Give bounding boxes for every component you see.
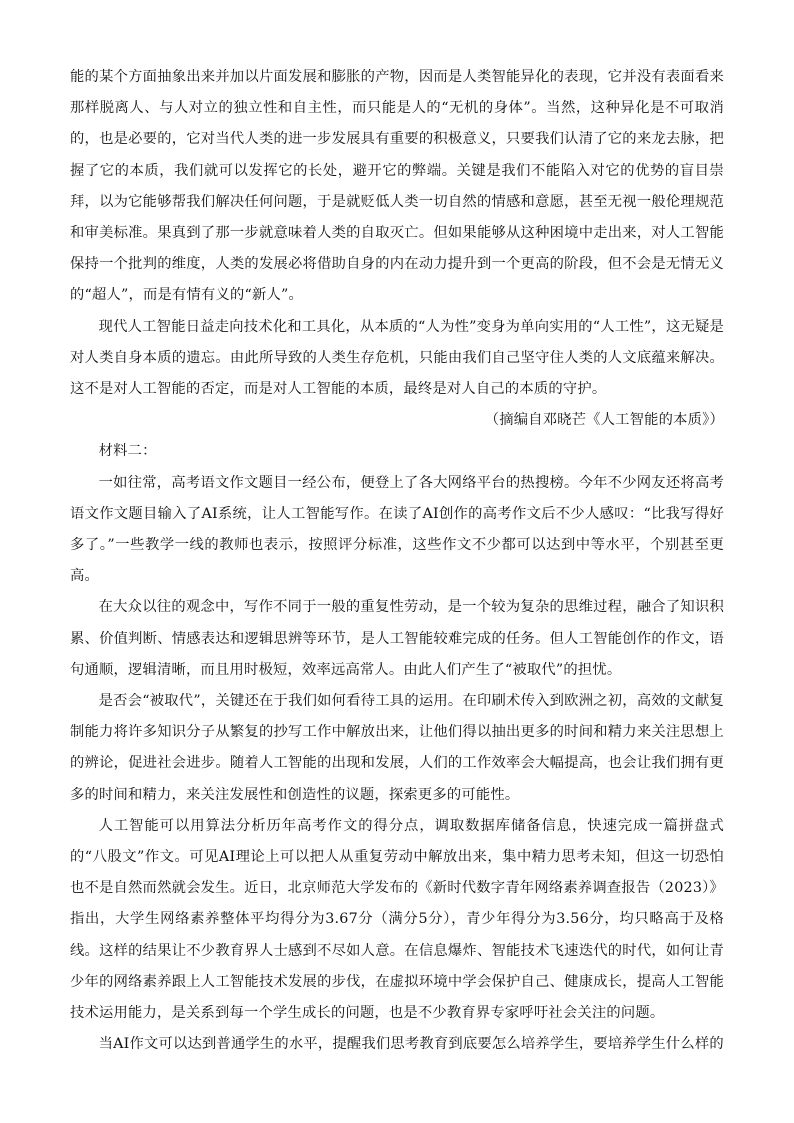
document-page [70,62,724,1061]
source-citation: （摘编自邓晓芒《人工智能的本质》） [484,412,724,429]
paragraph-ai-essence: 现代人工智能日益走向技术化和工具化，从本质的“人为性”变身为单向实用的“人工性”，这无疑是对人类自身本质的遗忘。由此所导致的人类生存危机，只能由我们自己坚守住人类的人文底蕴来解决。这不是对人工智能的否定，而是对人工智能的本质，最终是对人自己的本质的守护。 [70,318,724,398]
paragraph-gaokao-ai-essay: 一如往常，高考语文作文题目一经公布，便登上了各大网络平台的热搜榜。今年不少网友还将高考语文作文题目输入了AI系统，让人工智能写作。在读了AI创作的高考作文后不少人感叹：“比我写得好多了。”一些教学一线的教师也表示，按照评分标准，这些作文不少都可以达到中等水平，个别甚至更高。 [70,474,724,585]
material-two-label: 材料二： [98,443,157,460]
paragraph-education-reflection: 当AI作文可以达到普通学生的水平，提醒我们思考教育到底要怎么培养学生，要培养学生什么样的 [98,1036,724,1053]
paragraph-ai-alienation: 能的某个方面抽象出来并加以片面发展和膨胀的产物，因而是人类智能异化的表现，它并没有表面看来那样脱离人、与人对立的独立性和自主性，而只能是人的“无机的身体”。当然，这种异化是不可取消的，也是必要的，它对当代人类的进一步发展具有重要的积极意义，只要我们认清了它的来龙去脉，把握了它的本质，我们就可以发挥它的长处，避开它的弊端。关键是我们不能陷入对它的优势的盲目崇拜，以为它能够帮我们解决任何问题，于是就贬低人类一切自然的情感和意愿，甚至无视一般伦理规范和审美标准。果真到了那一步就意味着人类的自取灭亡。但如果能够从这种困境中走出来，对人工智能保持一个批判的维度，人类的发展必将借助自身的内在动力提升到一个更高的阶段，但不会是无情无义的“超人”，而是有情有义的“新人”。 [70,69,724,304]
paragraph-network-literacy: 人工智能可以用算法分析历年高考作文的得分点，调取数据库储备信息，快速完成一篇拼盘式的“八股文”作文。可见AI理论上可以把人从重复劳动中解放出来，集中精力思考未知，但这一切恐怕也不是自然而然就会发生。近日，北京师范大学发布的《新时代数字青年网络素养调查报告（2023）》指出，大学生网络素养整体平均得分为3.67分（满分5分），青少年得分为3.56分，均只略高于及格线。这样的结果让不少教育界人士感到不尽如人意。在信息爆炸、智能技术飞速迭代的时代，如何让青少年的网络素养跟上人工智能技术发展的步伐，在虚拟环境中学会保护自己、健康成长，提高人工智能技术运用能力，是关系到每一个学生成长的问题，也是不少教育界专家呼吁社会关注的问题。 [70,817,724,1022]
paragraph-replacement-tools: 是否会“被取代”，关键还在于我们如何看待工具的运用。在印刷术传入到欧洲之初，高效的文献复制能力将许多知识分子从繁复的抄写工作中解放出来，让他们得以抽出更多的时间和精力来关注思想上的辨论，促进社会进步。随着人工智能的出现和发展，人们的工作效率会大幅提高，也会让我们拥有更多的时间和精力，来关注发展性和创造性的议题，探索更多的可能性。 [70,693,724,803]
paragraph-writing-thinking: 在大众以往的观念中，写作不同于一般的重复性劳动，是一个较为复杂的思维过程，融合了知识积累、价值判断、情感表达和逻辑思辨等环节，是人工智能较难完成的任务。但人工智能创作的作文，语句通顺，逻辑清晰，而且用时极短，效率远高常人。由此人们产生了“被取代”的担忧。 [70,599,724,678]
